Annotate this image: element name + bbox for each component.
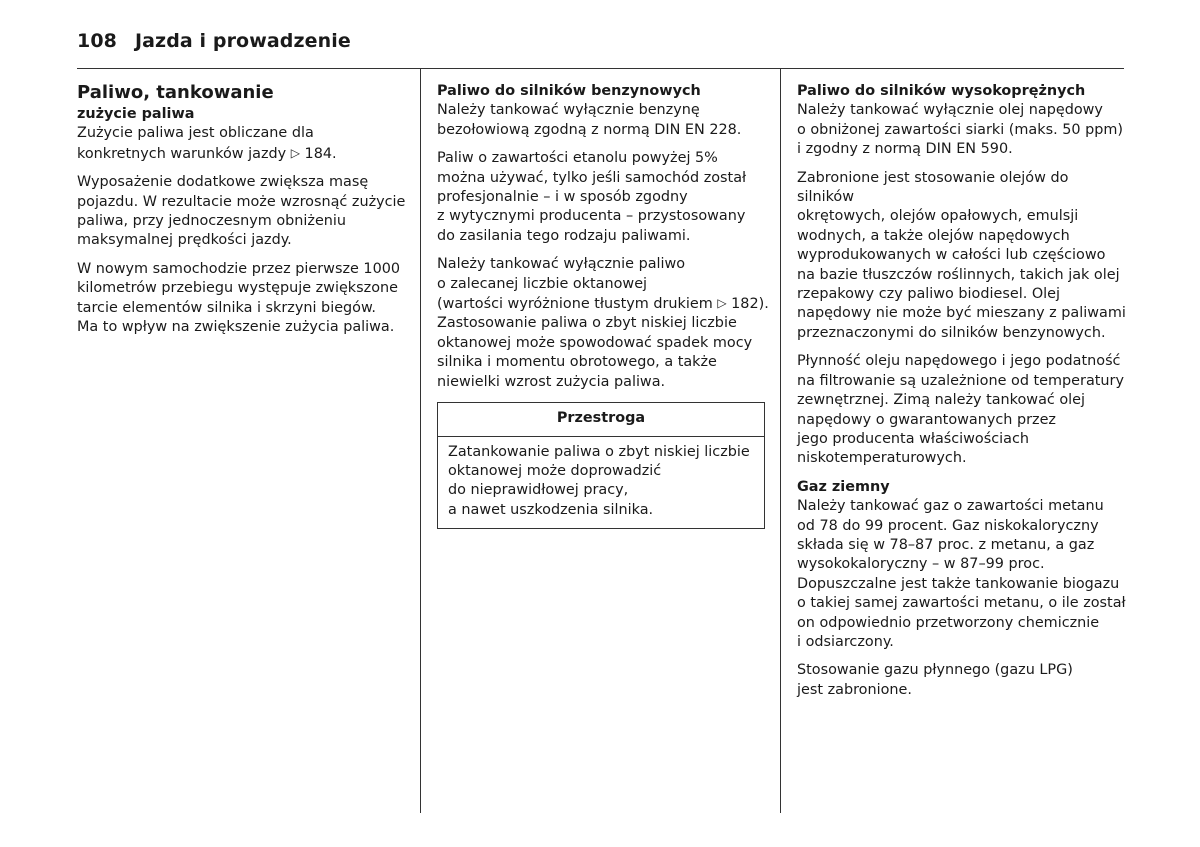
column-2 <box>437 82 772 529</box>
paragraph: Paliw o zawartości etanolu powyżej 5% można używać, tylko jeśli samochód został profesjonalnie – i w sposób zgodny z wytycznymi producenta – przystosowany do zasilania tego rodzaju paliwami. <box>437 150 747 244</box>
arrow-reference-icon: ▷ <box>290 145 300 160</box>
page-reference: 184. <box>304 145 337 162</box>
page-reference: 182). <box>731 296 769 313</box>
paragraph: W nowym samochodzie przez pierwsze 1000 kilometrów przebiegu występuje zwiększone tarcie elementów silnika i skrzyni biegów. Ma to wpływ na zwiększenie zużycia paliwa. <box>77 260 401 336</box>
subsection-title: Paliwo do silników wysokoprężnych <box>797 83 1086 99</box>
paragraph: Zabronione jest stosowanie olejów do silników okrętowych, olejów opałowych, emulsji wodnych, a także olejów napędowych wyprodukowanych w całości lub częściowo na bazie tłuszczów roślinnych, takich jak olej rzepakowy czy paliwo biodiesel. Olej napędowy nie może być mieszany z paliwami przeznaczonymi do silników benzynowych. <box>797 169 1126 341</box>
chapter-title: Jazda i prowadzenie <box>134 30 351 52</box>
column-divider-2 <box>780 68 781 813</box>
paragraph: Płynność oleju napędowego i jego podatność na filtrowanie są uzależnione od temperatury zewnętrznej. Zimą należy tankować olej napędowy o gwarantowanych przez jego producenta właściwościach niskotemperaturowych. <box>797 353 1124 467</box>
header-rule <box>77 68 1124 69</box>
paragraph: Wyposażenie dodatkowe zwiększa masę pojazdu. W rezultacie może wzrosnąć zużycie paliwa, przy jednoczesnym obniżeniu maksymalnej prędkości jazdy. <box>77 174 406 249</box>
arrow-reference-icon: ▷ <box>717 296 727 311</box>
subsection-title: zużycie paliwa <box>77 106 195 122</box>
paragraph: Stosowanie gazu płynnego (gazu LPG) jest zabronione. <box>797 662 1073 698</box>
paragraph: Należy tankować wyłącznie benzynę bezołowiową zgodną z normą DIN EN 228. <box>437 102 742 138</box>
caution-title: Przestroga <box>438 403 764 436</box>
subsection-title: Gaz ziemny <box>797 478 890 495</box>
paragraph: Należy tankować wyłącznie olej napędowy o obniżonej zawartości siarki (maks. 50 ppm) i zgodny z normą DIN EN 590. <box>797 102 1124 158</box>
page-header <box>77 30 351 52</box>
section-title: Paliwo, tankowanie <box>77 82 274 103</box>
page-number: 108 <box>77 30 117 52</box>
caution-box <box>437 402 765 529</box>
paragraph: Należy tankować gaz o zawartości metanu od 78 do 99 procent. Gaz niskokaloryczny składa się w 78–87 proc. z metanu, a gaz wysokokaloryczny – w 87–99 proc. Dopuszczalne jest także tankowanie biogazu o takiej samej zawartości metanu, o ile został on odpowiednio przetworzony chemicznie i odsiarczony. <box>797 498 1126 650</box>
caution-text: Zatankowanie paliwa o zbyt niskiej liczbie oktanowej może doprowadzić do nieprawidłowej pracy, a nawet uszkodzenia silnika. <box>448 443 750 518</box>
column-1 <box>77 82 412 346</box>
paragraph: Należy tankować wyłącznie paliwo o zalecanej liczbie oktanowej (wartości wyróżnione tłustym drukiem ▷ 182). Zastosowanie paliwa o zbyt niskiej liczbie oktanowej może spowodować spadek mocy silnika i momentu obrotowego, a także niewielki wzrost zużycia paliwa. <box>437 256 769 390</box>
column-divider-1 <box>420 68 421 813</box>
paragraph: Zużycie paliwa jest obliczane dla konkretnych warunków jazdy ▷ 184. <box>77 125 337 162</box>
column-3 <box>797 82 1127 709</box>
subsection-title: Paliwo do silników benzynowych <box>437 83 701 99</box>
